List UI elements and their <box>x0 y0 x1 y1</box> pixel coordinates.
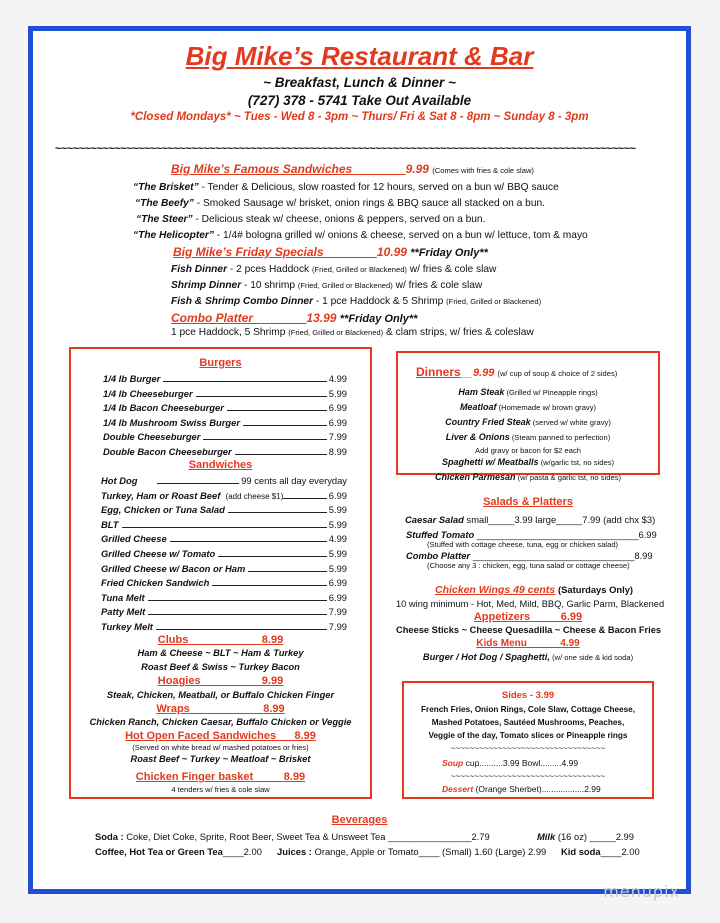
menu-row <box>103 402 347 413</box>
famous-price: 9.99 <box>405 162 429 176</box>
item-name: 1/4 lb Cheeseburger <box>103 388 196 399</box>
combo-platter: Combo Platter _______________________________8.99 <box>406 550 653 561</box>
stuffed-tomato-note: (Stuffed with cottage cheese, tuna, egg or chicken salad) <box>427 540 619 549</box>
menu-row <box>101 504 347 515</box>
beverage-coffee: Coffee, Hot Tea or Green Tea____2.00 <box>95 846 262 857</box>
item-name: Grilled Cheese w/ Bacon or Ham <box>101 563 248 574</box>
item-name: Turkey Melt <box>101 621 156 632</box>
soup-line: Soup cup..........3.99 Bowl.........4.99 <box>442 758 579 768</box>
dinners-heading: Dinners__9.99 (w/ cup of soup & choice of 2 sides) <box>416 365 618 379</box>
appetizers-line: Cheese Sticks ~ Cheese Quesadilla ~ Cheese & Bacon Fries <box>396 625 662 635</box>
famous-item: “The Steer” - Delicious steak w/ cheese, onions & peppers, served on a bun. <box>136 214 486 225</box>
beverages-heading: Beverages <box>331 814 388 826</box>
salads-heading: Salads & Platters <box>483 496 573 508</box>
menu-row <box>101 490 347 501</box>
menu-row <box>101 577 347 588</box>
item-price: 6.99 <box>328 591 347 603</box>
beverage-juice: Juices : Orange, Apple or Tomato____ (Small) 1.60 (Large) 2.99 <box>277 846 547 857</box>
wings-heading: Chicken Wings 49 cents (Saturdays Only) <box>435 584 634 596</box>
item-name: Fried Chicken Sandwich <box>101 577 212 588</box>
menu-row <box>101 475 347 486</box>
item-name: Double Bacon Cheeseburger <box>103 446 235 457</box>
open-faced-heading: Hot Open Faced Sandwiches___8.99 <box>125 730 316 742</box>
item-name: Grilled Cheese w/ Tomato <box>101 548 218 559</box>
item-price: 6.99 <box>328 489 347 501</box>
item-price: 5.99 <box>328 548 347 559</box>
menu-row <box>103 431 347 442</box>
item-price: 7.99 <box>328 431 347 443</box>
item-name: Grilled Cheese <box>101 533 170 544</box>
stuffed-tomato: Stuffed Tomato _______________________________6.99 <box>406 529 657 540</box>
kids-line: Burger / Hot Dog / Spaghetti, (w/ one side & kid soda) <box>422 652 634 662</box>
dinner-row <box>398 472 658 482</box>
dinner-row <box>398 417 658 427</box>
caesar-salad: Caesar Salad small_____3.99 large_____7.99 (add chx $3) <box>405 514 656 525</box>
sandwiches-heading: Sandwiches <box>188 459 253 471</box>
hours-line: *Closed Mondays* ~ Tues - Wed 8 - 3pm ~ Thurs/ Fri & Sat 8 - 8pm ~ Sunday 8 - 3pm <box>130 111 589 123</box>
item-price: 8.99 <box>328 446 347 457</box>
famous-title: Big Mike’s Famous Sandwiches <box>171 162 353 176</box>
item-desc: (Homemade w/ brown gravy) <box>496 403 597 412</box>
finger-note: 4 tenders w/ fries & cole slaw <box>171 785 270 794</box>
item-price: 7.99 <box>328 621 347 632</box>
famous-item: “The Brisket” - Tender & Delicious, slow roasted for 12 hours, served on a bun w/ BBQ sauce <box>133 182 559 193</box>
item-price: 4.99 <box>328 533 347 545</box>
item-price: 5.99 <box>328 562 347 574</box>
dessert-line: Dessert (Orange Sherbet)..................2.99 <box>442 784 601 794</box>
friday-item: Fish & Shrimp Combo Dinner - 1 pce Haddock & 5 Shrimp (Fried, Grilled or Blackened) <box>171 296 542 307</box>
beverage-milk: Milk (16 oz) _____2.99 <box>537 831 634 842</box>
sides-divider: ~~~~~~~~~~~~~~~~~~~~~~~~~~~~~~~~~ <box>450 744 606 753</box>
item-price: 7.99 <box>328 606 347 618</box>
sides-line1: French Fries, Onion Rings, Cole Slaw, Cottage Cheese, <box>421 705 635 714</box>
menu-row <box>103 373 347 384</box>
menu-row <box>103 388 347 399</box>
combo-heading: Combo Platter________13.99 **Friday Only** <box>171 311 418 325</box>
appetizers-heading: Appetizers_____6.99 <box>473 611 583 623</box>
sides-box <box>402 681 654 799</box>
watermark: menupix <box>603 882 680 901</box>
item-desc: (w/ pasta & garlic tst, no sides) <box>515 473 622 482</box>
item-desc: (Steam panned to perfection) <box>509 433 611 442</box>
item-name: Egg, Chicken or Tuna Salad <box>101 504 228 515</box>
item-name: Spaghetti w/ Meatballs <box>441 457 539 467</box>
item-name: 1/4 lb Bacon Cheeseburger <box>103 402 227 413</box>
sides-divider-2: ~~~~~~~~~~~~~~~~~~~~~~~~~~~~~~~~~ <box>450 772 606 781</box>
menu-frame <box>28 26 691 894</box>
restaurant-title: Big Mike’s Restaurant & Bar <box>185 41 534 71</box>
dinner-row <box>398 402 658 412</box>
finger-heading: Chicken Finger basket_____8.99 <box>135 771 306 783</box>
hoagies-line: Steak, Chicken, Meatball, or Buffalo Chicken Finger <box>106 690 335 700</box>
item-price: 5.99 <box>328 504 347 516</box>
item-name: Chicken Parmesan <box>434 472 516 482</box>
burgers-sandwiches-box <box>69 347 372 799</box>
sides-heading: Sides - 3.99 <box>501 690 555 701</box>
dinner-row <box>398 387 658 397</box>
menu-row <box>103 417 347 428</box>
item-name: 1/4 lb Mushroom Swiss Burger <box>103 417 243 428</box>
menu-row <box>101 621 347 632</box>
item-price: 6.99 <box>328 577 347 589</box>
dinner-row <box>398 445 658 455</box>
item-name: Country Fried Steak <box>445 417 531 427</box>
wraps-heading: Wraps____________8.99 <box>156 703 285 715</box>
menu-row <box>101 606 347 617</box>
friday-item: Fish Dinner - 2 pces Haddock (Fried, Grilled or Blackened) w/ fries & cole slaw <box>171 264 497 275</box>
burgers-heading: Burgers <box>199 357 242 369</box>
item-price: 99 cents all day everyday <box>241 475 347 486</box>
item-price: 5.99 <box>328 387 347 399</box>
item-desc: (served w/ white gravy) <box>530 418 611 427</box>
sides-line2: Mashed Potatoes, Sautéed Mushrooms, Peaches, <box>431 718 625 727</box>
clubs-line1: Ham & Cheese ~ BLT ~ Ham & Turkey <box>137 648 304 658</box>
item-desc: (w/garlic tst, no sides) <box>538 458 615 467</box>
wings-desc: 10 wing minimum - Hot, Med, Mild, BBQ, Garlic Parm, Blackened <box>396 599 665 609</box>
meal-subtitle: ~ Breakfast, Lunch & Dinner ~ <box>263 75 456 90</box>
combo-platter-note: (Choose any 3 : chicken, egg, tuna salad or cottage cheese) <box>427 561 630 570</box>
famous-heading: Big Mike’s Famous Sandwiches________9.99 (Comes with fries & cole slaw) <box>171 162 534 176</box>
item-name: Turkey, Ham or Roast Beef <box>101 490 223 501</box>
item-note: (add cheese $1) <box>223 491 284 501</box>
item-name: Liver & Onions <box>445 432 510 442</box>
beverage-soda: Soda : Coke, Diet Coke, Sprite, Root Beer, Sweet Tea & Unsweet Tea ________________2.79 <box>95 831 490 842</box>
menu-row <box>101 592 347 603</box>
item-price: 6.99 <box>328 402 347 414</box>
famous-item: “The Beefy” - Smoked Sausage w/ brisket, onion rings & BBQ sauce all stacked on a bun. <box>135 198 545 209</box>
item-name: Hot Dog <box>101 475 140 486</box>
sides-line3: Veggie of the day, Tomato slices or Pineapple rings <box>428 731 628 740</box>
friday-heading: Big Mike’s Friday Specials________10.99 **Friday Only** <box>173 245 488 259</box>
combo-desc: 1 pce Haddock, 5 Shrimp (Fried, Grilled or Blackened) & clam strips, w/ fries & coleslaw <box>171 327 534 338</box>
kids-heading: Kids Menu______4.99 <box>476 638 580 649</box>
hoagies-heading: Hoagies__________9.99 <box>157 675 284 687</box>
dinner-row <box>398 457 658 467</box>
clubs-line2: Roast Beef & Swiss ~ Turkey Bacon <box>141 662 300 672</box>
item-name: Tuna Melt <box>101 592 148 603</box>
item-name: 1/4 lb Burger <box>103 373 163 384</box>
menu-row <box>101 519 347 530</box>
beverage-kid-soda: Kid soda____2.00 <box>561 846 640 857</box>
dinner-row <box>398 432 658 442</box>
open-faced-line: Roast Beef ~ Turkey ~ Meatloaf ~ Brisket <box>130 754 311 764</box>
divider: ~~~~~~~~~~~~~~~~~~~~~~~~~~~~~~~~~~~~~~~~~~~~~~~~~~~~~~~~~~~~~~~~~~~~~~~~~~~~~~~~~~~~~~~~~~~~~~~~~~ <box>55 143 636 155</box>
wraps-line: Chicken Ranch, Chicken Caesar, Buffalo Chicken or Veggie <box>89 717 352 727</box>
phone-line: (727) 378 - 5741 Take Out Available <box>247 93 472 108</box>
dinners-box <box>396 351 660 482</box>
item-name: Double Cheeseburger <box>103 431 203 442</box>
item-desc: Add gravy or bacon for $2 each <box>475 446 581 455</box>
item-name: Patty Melt <box>101 606 148 617</box>
menu-row <box>101 563 347 574</box>
item-desc: (Grilled w/ Pineapple rings) <box>504 388 598 397</box>
clubs-heading: Clubs____________8.99 <box>157 634 284 646</box>
item-price: 6.99 <box>328 416 347 428</box>
menu-row <box>101 548 347 559</box>
open-faced-note: (Served on white bread w/ mashed potatoes or fries) <box>132 743 309 752</box>
item-price: 5.99 <box>328 518 347 530</box>
item-name: Meatloaf <box>459 402 497 412</box>
item-name: BLT <box>101 519 122 530</box>
menu-row <box>103 446 347 457</box>
famous-note: (Comes with fries & cole slaw) <box>432 166 534 175</box>
famous-item: “The Helicopter” - 1/4# bologna grilled w/ onions & cheese, served on a bun w/ lettuce, tom & mayo <box>133 230 588 241</box>
menu-row <box>101 533 347 544</box>
item-price: 4.99 <box>328 373 347 384</box>
item-name: Ham Steak <box>458 387 505 397</box>
friday-item: Shrimp Dinner - 10 shrimp (Fried, Grilled or Blackened) w/ fries & cole slaw <box>171 280 483 291</box>
